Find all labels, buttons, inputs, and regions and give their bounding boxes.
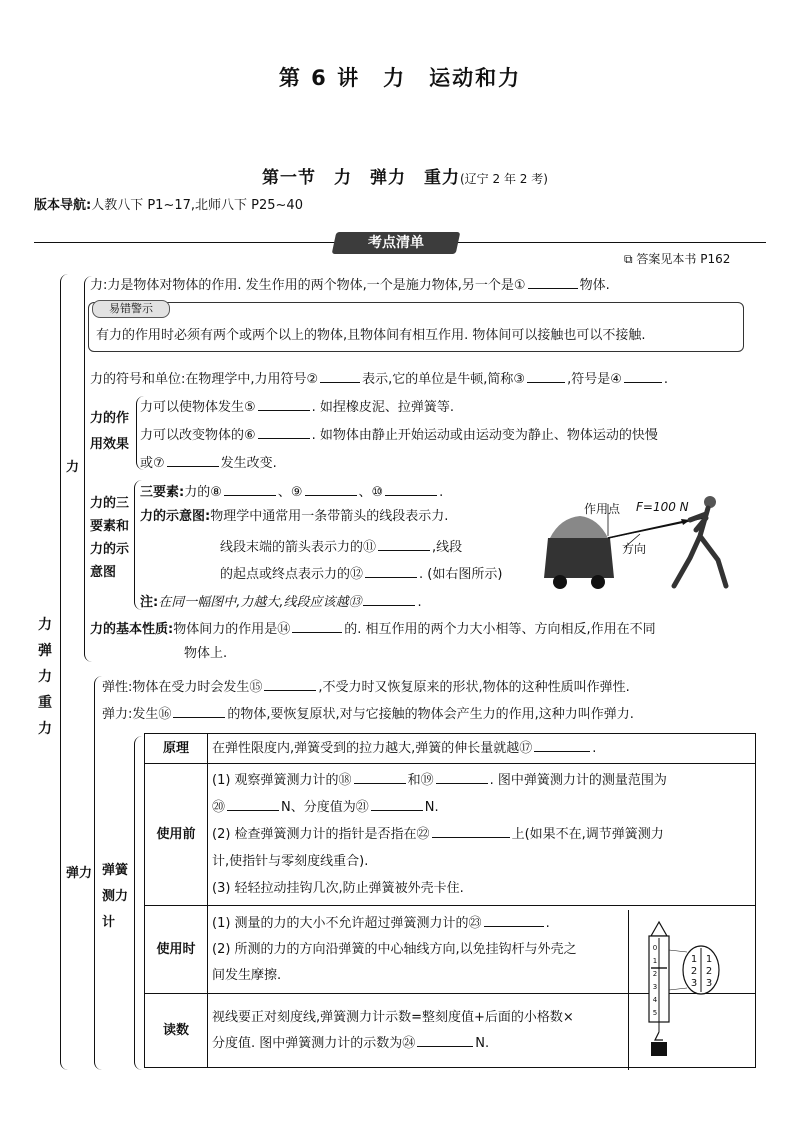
before-1a: (1) 观察弹簧测力计的⑱ xyxy=(212,773,352,788)
before-3b: 上(如果不在,调节弹簧测力 xyxy=(511,827,664,842)
definition-end: 物体. xyxy=(579,278,610,293)
blank-23[interactable] xyxy=(484,912,544,927)
before-line: (3) 轻轻拉动挂钩几次,防止弹簧被外壳卡住. xyxy=(212,881,464,896)
diagram-b2: ,线段 xyxy=(432,540,463,555)
spring-meter-drawing xyxy=(629,910,757,1070)
cart-body xyxy=(544,538,614,578)
before-line: 计,使指针与零刻度线重合). xyxy=(212,854,369,869)
root-label-char: 力 xyxy=(38,721,52,737)
blank-20[interactable] xyxy=(227,796,279,811)
blank-6[interactable] xyxy=(258,424,310,439)
before-line xyxy=(212,794,751,821)
guide-text: 人教八下 P1~17,北师八下 P25~40 xyxy=(91,198,303,213)
elasticity-a: 弹性:物体在受力时会发生⑮ xyxy=(102,680,263,695)
root-label-char: 重 xyxy=(38,695,52,711)
answer-text: 答案见本书 P162 xyxy=(636,252,731,266)
blank-7[interactable] xyxy=(167,452,219,467)
force-symbol-unit xyxy=(90,368,668,389)
three-b: 、⑨ xyxy=(277,485,303,500)
warning-tag: 易错警示 xyxy=(92,300,170,318)
force-definition xyxy=(90,274,610,295)
scale-labels xyxy=(651,942,659,1020)
root-label-char: 弹 xyxy=(38,643,52,659)
principle-text: 在弹性限度内,弹簧受到的拉力越大,弹簧的伸长量就越⑰ xyxy=(212,741,533,756)
zoom-leader xyxy=(669,950,687,952)
during-line: 间发生摩擦. xyxy=(212,967,282,983)
zoom-tick: 2 xyxy=(705,966,713,977)
during-line: (2) 所测的力的方向沿弹簧的中心轴线方向,以免挂钩杆与外壳之 xyxy=(212,941,577,957)
elasticity-def xyxy=(102,676,630,697)
scale-tick: 3 xyxy=(652,983,658,991)
effect-3 xyxy=(140,452,277,473)
book-icon: ⧉ xyxy=(624,252,633,266)
three-elements xyxy=(140,481,443,502)
zoom-labels-left xyxy=(689,954,699,990)
reading-header: 读数 xyxy=(145,994,208,1068)
zoom-tick: 3 xyxy=(690,978,698,989)
effect-1-text: 力可以使物体发生⑤ xyxy=(140,400,256,415)
reading-line xyxy=(212,1031,625,1057)
diagram-c1: 的起点或终点表示力的⑫ xyxy=(220,567,364,582)
version-guide xyxy=(34,194,303,213)
before-3a: (2) 检查弹簧测力计的指针是否指在㉒ xyxy=(212,827,430,842)
effect-1-example: . 如捏橡皮泥、拉弹簧等. xyxy=(311,400,455,415)
elements-label-line: 要素和 xyxy=(90,519,130,534)
diagram-b1: 线段末端的箭头表示力的⑪ xyxy=(220,540,377,555)
root-label-char: 力 xyxy=(38,617,52,633)
top-hook xyxy=(651,922,667,936)
meter-brace xyxy=(134,736,143,1070)
before-2c: N. xyxy=(424,800,439,815)
meter-label-line: 计 xyxy=(102,915,116,930)
diagram-c2: . (如右图所示) xyxy=(419,567,503,582)
meter-label xyxy=(102,858,128,936)
point-label: 作用点 xyxy=(584,502,621,516)
effect-3-end: 发生改变. xyxy=(220,456,277,471)
weight-block xyxy=(651,1042,667,1056)
table-row xyxy=(145,734,756,764)
effect-1 xyxy=(140,396,454,417)
scale-tick: 0 xyxy=(652,944,658,952)
diagram-label: 力的示意图: xyxy=(140,509,211,524)
note xyxy=(140,591,422,612)
direction-label: 方向 xyxy=(622,542,647,556)
effect-label-line: 用效果 xyxy=(90,437,130,452)
guide-label: 版本导航: xyxy=(34,198,92,213)
badge-text: 考点清单 xyxy=(368,235,424,251)
diagram-c xyxy=(220,563,502,584)
three-a: 力的⑧ xyxy=(184,485,222,500)
principle-header: 原理 xyxy=(145,734,208,764)
spring-meter-figure xyxy=(628,910,757,1070)
symbol-text-b: 表示,它的单位是牛顿,简称③ xyxy=(362,372,526,387)
person-head xyxy=(704,496,716,508)
scale-tick: 4 xyxy=(652,996,658,1004)
force-label: 力 xyxy=(66,460,80,475)
section-badge xyxy=(332,232,461,254)
before-1c: . 图中弹簧测力计的测量范围为 xyxy=(489,773,667,788)
symbol-text-c: ,符号是④ xyxy=(567,372,622,387)
before-use-cell xyxy=(208,764,756,906)
before-2b: N、分度值为㉑ xyxy=(281,800,369,815)
elastic-force-b: 的物体,要恢复原状,对与它接触的物体会产生力的作用,这种力叫作弹力. xyxy=(227,707,634,722)
root-label-char: 力 xyxy=(38,669,52,685)
blank-13[interactable] xyxy=(363,591,415,606)
note-text: 在同一幅图中,力越大,线段应该越⑬ xyxy=(158,595,362,610)
bottom-hook xyxy=(655,1032,663,1040)
nature-b: 的. 相互作用的两个力大小相等、方向相反,作用在不同 xyxy=(344,622,656,637)
cart-wheel xyxy=(553,575,567,589)
blank-3[interactable] xyxy=(527,368,565,383)
symbol-text-d: . xyxy=(663,372,669,387)
three-d: . xyxy=(439,485,444,500)
effect-2-text: 力可以改变物体的⑥ xyxy=(140,428,256,443)
before-2a: ⑳ xyxy=(212,800,226,815)
blank-24[interactable] xyxy=(417,1032,473,1047)
definition-text: 力:力是物体对物体的作用. 发生作用的两个物体,一个是施力物体,另一个是① xyxy=(90,278,526,293)
chapter-title: 第 6 讲 力 运动和力 xyxy=(278,66,522,90)
three-label: 三要素: xyxy=(140,485,185,500)
before-1b: 和⑲ xyxy=(407,773,434,788)
blank-14[interactable] xyxy=(292,618,342,633)
nature-a: 物体间力的作用是⑭ xyxy=(173,622,291,637)
reading-line: 视线要正对刻度线,弹簧测力计示数=整刻度值+后面的小格数× xyxy=(212,1009,574,1025)
elements-label-line: 力的三 xyxy=(90,496,130,511)
section-note: (辽宁 2 年 2 考) xyxy=(460,172,548,186)
zoom-tick: 1 xyxy=(705,954,713,965)
elements-label-line: 力的示 xyxy=(90,542,130,557)
during-use-header: 使用时 xyxy=(145,906,208,994)
reading-2a: 分度值. 图中弹簧测力计的示数为㉔ xyxy=(212,1035,416,1051)
force-value-label: F=100 N xyxy=(636,500,689,514)
symbol-text-a: 力的符号和单位:在物理学中,力用符号② xyxy=(90,372,319,387)
nature-label: 力的基本性质: xyxy=(90,622,174,637)
effect-2 xyxy=(140,424,658,445)
zoom-tick: 3 xyxy=(705,978,713,989)
blank-11[interactable] xyxy=(378,536,430,551)
blank-21[interactable] xyxy=(371,796,423,811)
cart-load xyxy=(550,516,608,538)
reading-2b: N. xyxy=(475,1035,490,1051)
scale-tick: 2 xyxy=(652,970,658,978)
force-nature xyxy=(90,618,656,639)
blank-4[interactable] xyxy=(624,368,662,383)
blank-22[interactable] xyxy=(432,823,510,838)
blank-9[interactable] xyxy=(305,481,357,496)
section-title xyxy=(262,163,548,188)
effect-2-example: . 如物体由静止开始运动或由运动变为静止、物体运动的快慢 xyxy=(311,428,658,443)
blank-8[interactable] xyxy=(224,481,276,496)
blank-15[interactable] xyxy=(264,676,316,691)
blank-5[interactable] xyxy=(258,396,310,411)
warning-text: 有力的作用时必须有两个或两个以上的物体,且物体间有相互作用. 物体间可以接触也可以不接触. xyxy=(96,328,646,343)
blank-17[interactable] xyxy=(534,737,590,752)
blank-19[interactable] xyxy=(436,769,488,784)
note-end: . xyxy=(417,595,422,610)
meter-label-line: 弹簧 xyxy=(102,863,129,878)
zoom-tick: 2 xyxy=(690,966,698,977)
diagram-def xyxy=(140,508,448,526)
elastic-force-a: 弹力:发生⑯ xyxy=(102,707,172,722)
note-label: 注: xyxy=(140,595,159,610)
effect-label-line: 力的作 xyxy=(90,411,130,426)
section-title-text: 第一节 力 弹力 重力 xyxy=(262,168,460,188)
root-label xyxy=(36,612,54,742)
diagram-b xyxy=(220,536,462,557)
elastic-force-def xyxy=(102,703,634,724)
elements-label xyxy=(90,492,129,584)
force-nature-end: 物体上. xyxy=(184,646,228,661)
diagram-a: 物理学中通常用一条带箭头的线段表示力. xyxy=(210,509,449,524)
root-brace xyxy=(60,274,71,1070)
during-1a: (1) 测量的力的大小不允许超过弹簧测力计的㉓ xyxy=(212,915,482,931)
effect-label xyxy=(90,406,129,458)
elements-label-line: 意图 xyxy=(90,565,117,580)
elastic-label: 弹力 xyxy=(66,866,93,881)
meter-label-line: 测力 xyxy=(102,889,129,904)
before-line xyxy=(212,821,751,848)
cart-wheel xyxy=(591,575,605,589)
zoom-labels-right xyxy=(704,954,714,990)
principle-cell: 在弹性限度内,弹簧受到的拉力越大,弹簧的伸长量就越⑰ . xyxy=(208,734,756,764)
before-use-header: 使用前 xyxy=(145,764,208,906)
blank-16[interactable] xyxy=(173,703,225,718)
answer-reference xyxy=(624,250,730,267)
zoom-tick: 1 xyxy=(690,954,698,965)
zoom-leader xyxy=(669,988,687,990)
force-arrow xyxy=(608,520,690,538)
blank-2[interactable] xyxy=(320,368,360,383)
before-line xyxy=(212,767,751,794)
scale-tick: 1 xyxy=(652,957,658,965)
blank-12[interactable] xyxy=(365,563,417,578)
blank-1[interactable] xyxy=(528,274,578,289)
blank-18[interactable] xyxy=(354,769,406,784)
table-row xyxy=(145,764,756,906)
three-c: 、⑩ xyxy=(358,485,384,500)
effect-3-text: 或⑦ xyxy=(140,456,165,471)
blank-10[interactable] xyxy=(385,481,437,496)
during-line: (1) 测量的力的大小不允许超过弹簧测力计的㉓ . xyxy=(212,911,625,937)
elasticity-b: ,不受力时又恢复原来的形状,物体的这种性质叫作弹性. xyxy=(318,680,630,695)
scale-tick: 5 xyxy=(652,1009,658,1017)
